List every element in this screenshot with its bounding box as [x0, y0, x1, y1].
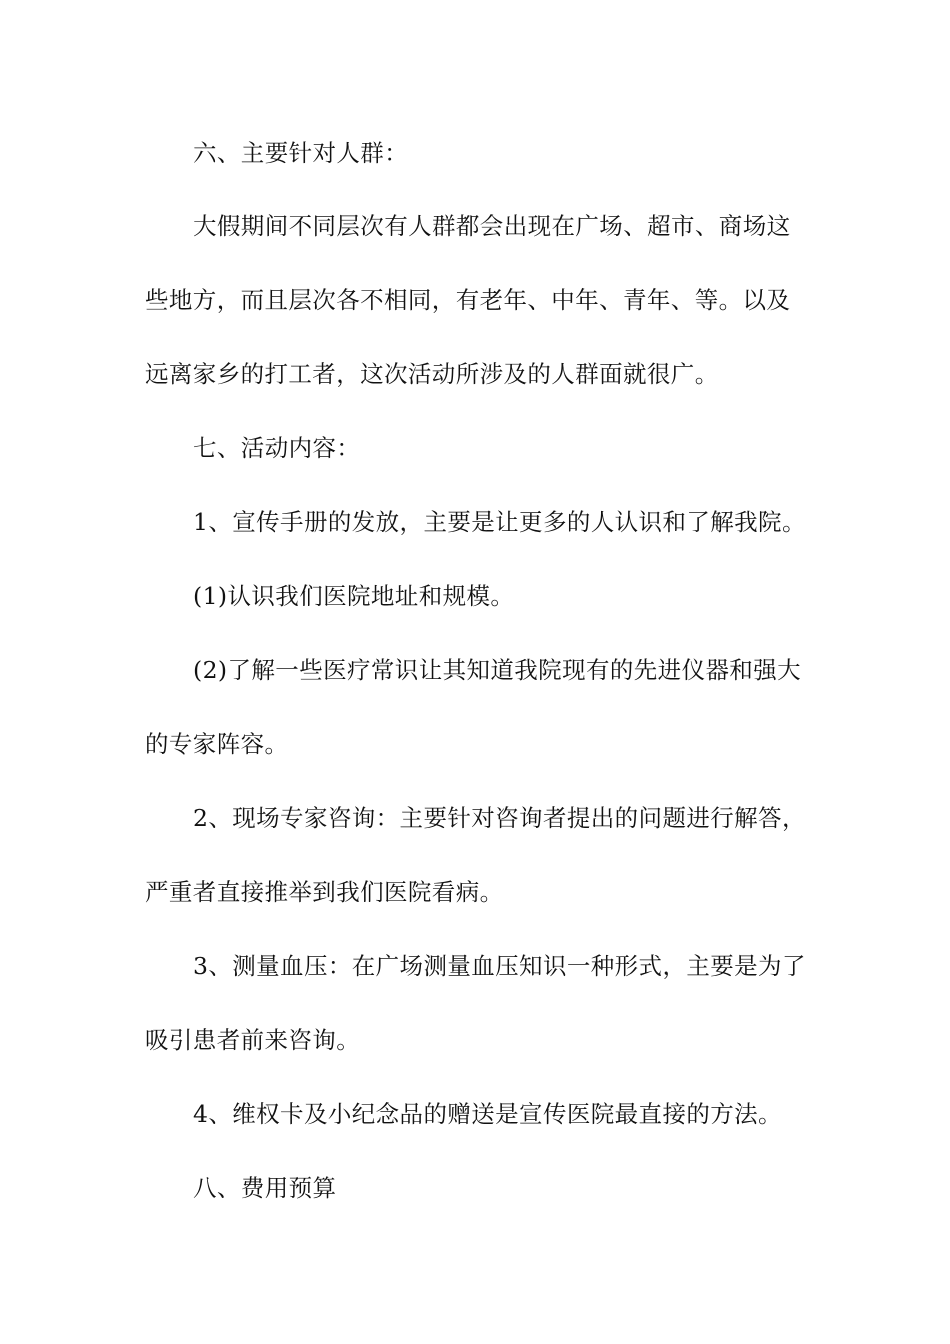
sub-item-1-2-line-1: (2)了解一些医疗常识让其知道我院现有的先进仪器和强大	[193, 656, 802, 684]
list-item-2-line-1: 2、现场专家咨询：主要针对咨询者提出的问题进行解答，	[193, 804, 806, 832]
sub-item-1-2-line-2: 的专家阵容。	[145, 730, 289, 758]
paragraph-target-audience-line-1: 大假期间不同层次有人群都会出现在广场、超市、商场这	[193, 212, 791, 240]
list-item-3-line-1: 3、测量血压：在广场测量血压知识一种形式，主要是为了	[193, 952, 806, 980]
list-item-4: 4、维权卡及小纪念品的赠送是宣传医院最直接的方法。	[193, 1100, 782, 1128]
sub-item-1-1: (1)认识我们医院地址和规模。	[193, 582, 515, 610]
list-item-3-line-2: 吸引患者前来咨询。	[145, 1026, 361, 1054]
paragraph-target-audience-line-2: 些地方，而且层次各不相同，有老年、中年、青年、等。以及	[145, 286, 791, 314]
list-item-1: 1、宣传手册的发放，主要是让更多的人认识和了解我院。	[193, 508, 806, 536]
paragraph-target-audience-line-3: 远离家乡的打工者，这次活动所涉及的人群面就很广。	[145, 360, 719, 388]
section-heading-activity-content: 七、活动内容：	[193, 434, 361, 462]
list-item-2-line-2: 严重者直接推举到我们医院看病。	[145, 878, 504, 906]
section-heading-budget: 八、费用预算	[193, 1174, 337, 1202]
section-heading-target-audience: 六、主要针对人群：	[193, 139, 409, 167]
